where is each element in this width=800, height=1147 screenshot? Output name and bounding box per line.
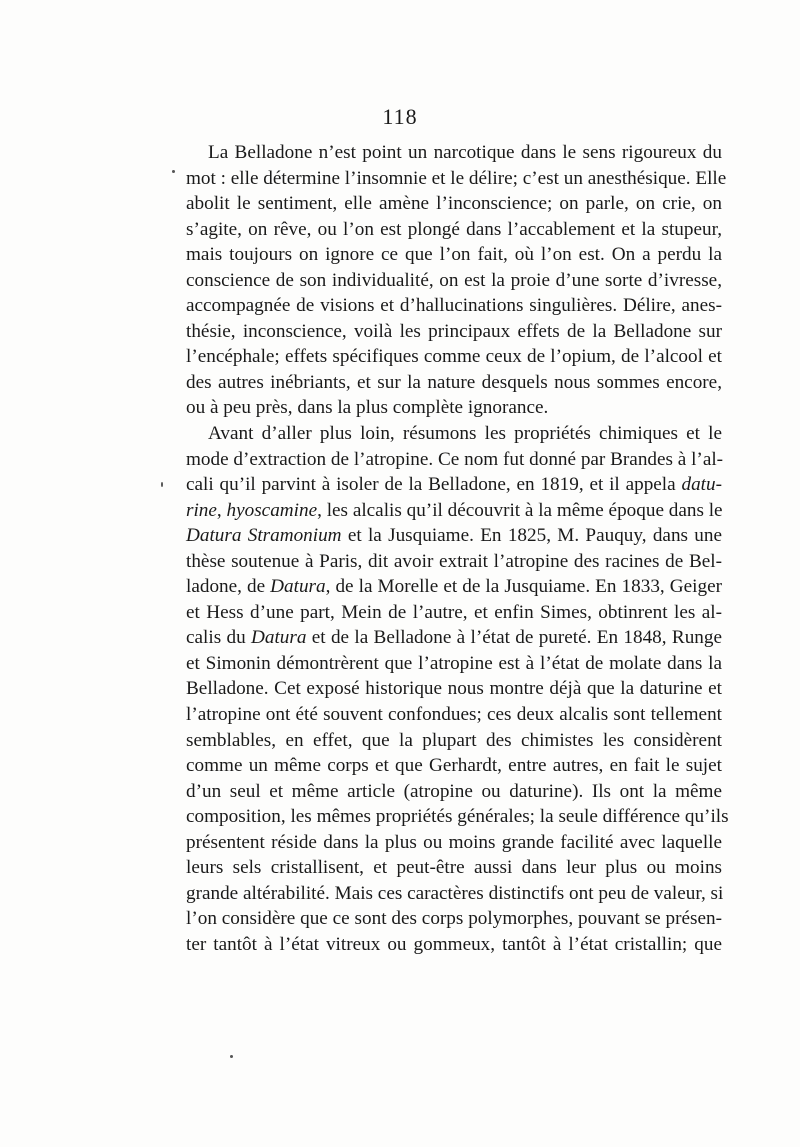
text-line: abolit le sentiment, elle amène l’inconscience; on parle, on crie, on bbox=[186, 193, 722, 215]
text-line: et Simonin démontrèrent que l’atropine est à l’état de molate dans la bbox=[186, 652, 722, 674]
text-line: mot : elle détermine l’insomnie et le délire; c’est un anesthésique. Elle bbox=[186, 167, 727, 189]
paragraph-1 bbox=[186, 140, 727, 421]
text-line: des autres inébriants, et sur la nature desquels nous sommes encore, bbox=[186, 371, 722, 393]
text-fragment: calis du bbox=[186, 627, 252, 649]
text-line bbox=[186, 498, 722, 524]
print-speck bbox=[230, 1055, 233, 1058]
italic-term: datu- bbox=[681, 474, 722, 496]
italic-term: rine bbox=[186, 499, 217, 521]
text-fragment: cali qu’il parvint à isoler de la Belladone, en 1819, et il appela bbox=[186, 474, 682, 496]
text-line: accompagnée de visions et d’hallucinations singulières. Délire, anes- bbox=[186, 295, 722, 317]
italic-term: hyoscamine bbox=[226, 499, 318, 521]
text-line bbox=[186, 472, 722, 498]
text-line: Belladone. Cet exposé historique nous montre déjà que la daturine et bbox=[186, 678, 722, 700]
text-fragment: , bbox=[216, 499, 227, 521]
italic-term: Datura bbox=[270, 576, 326, 598]
text-fragment: , de la Morelle et de la Jusquiame. En 1833, Geiger bbox=[325, 576, 722, 598]
body-text bbox=[186, 140, 729, 958]
italic-term: Datura bbox=[251, 627, 307, 649]
text-line: l’atropine ont été souvent confondues; ces deux alcalis sont tellement bbox=[186, 704, 722, 726]
text-line: semblables, en effet, que la plupart des chimistes les considèrent bbox=[186, 729, 722, 751]
text-fragment: et la Jusquiame. En 1825, M. Pauquy, dans une bbox=[341, 525, 723, 547]
text-line: thésie, inconscience, voilà les principaux effets de la Belladone sur bbox=[186, 320, 722, 342]
print-speck bbox=[172, 170, 175, 173]
text-line: comme un même corps et que Gerhardt, entre autres, en fait le sujet bbox=[186, 755, 722, 777]
text-line: mode d’extraction de l’atropine. Ce nom fut donné par Brandes à l’al- bbox=[186, 448, 724, 470]
text-line: conscience de son individualité, on est la proie d’une sorte d’ivresse, bbox=[186, 269, 722, 291]
text-line: Avant d’aller plus loin, résumons les propriétés chimiques et le bbox=[208, 423, 722, 445]
text-fragment: et de la Belladone à l’état de pureté. En 1848, Runge bbox=[306, 627, 722, 649]
text-line: La Belladone n’est point un narcotique dans le sens rigoureux du bbox=[208, 142, 722, 163]
text-line: s’agite, on rêve, ou l’on est plongé dans l’accablement et la stupeur, bbox=[186, 218, 722, 240]
text-line: ou à peu près, dans la plus complète ignorance. bbox=[186, 397, 549, 419]
paragraph-2 bbox=[186, 421, 729, 957]
text-line: l’encéphale; effets spécifiques comme ceux de l’opium, de l’alcool et bbox=[186, 346, 722, 368]
text-line bbox=[186, 574, 722, 600]
text-line: leurs sels cristallisent, et peut-être aussi dans leur plus ou moins bbox=[186, 857, 722, 879]
text-line: thèse soutenue à Paris, dit avoir extrait l’atropine des racines de Bel- bbox=[186, 550, 722, 572]
text-line: grande altérabilité. Mais ces caractères distinctifs ont peu de valeur, si bbox=[186, 882, 724, 904]
print-speck bbox=[161, 482, 163, 487]
text-line: d’un seul et même article (atropine ou daturine). Ils ont la même bbox=[186, 780, 722, 802]
text-fragment: ladone, de bbox=[186, 576, 271, 598]
page-number: 118 bbox=[382, 104, 418, 129]
text-fragment: , les alcalis qu’il découvrit à la même époque dans le bbox=[317, 499, 723, 521]
text-line: mais toujours on ignore ce que l’on fait, où l’on est. On a perdu la bbox=[186, 244, 722, 266]
text-line: et Hess d’une part, Mein de l’autre, et enfin Simes, obtinrent les al- bbox=[186, 601, 722, 623]
text-line: présentent réside dans la plus ou moins grande facilité avec laquelle bbox=[186, 831, 722, 853]
text-line bbox=[186, 625, 722, 651]
italic-term: Datura Stramonium bbox=[186, 525, 342, 547]
text-line: ter tantôt à l’état vitreux ou gommeux, tantôt à l’état cristallin; que bbox=[186, 933, 722, 955]
text-line: composition, les mêmes propriétés générales; la seule différence qu’ils bbox=[186, 806, 729, 828]
text-line: l’on considère que ce sont des corps polymorphes, pouvant se présen- bbox=[186, 908, 722, 930]
text-line bbox=[186, 523, 722, 549]
